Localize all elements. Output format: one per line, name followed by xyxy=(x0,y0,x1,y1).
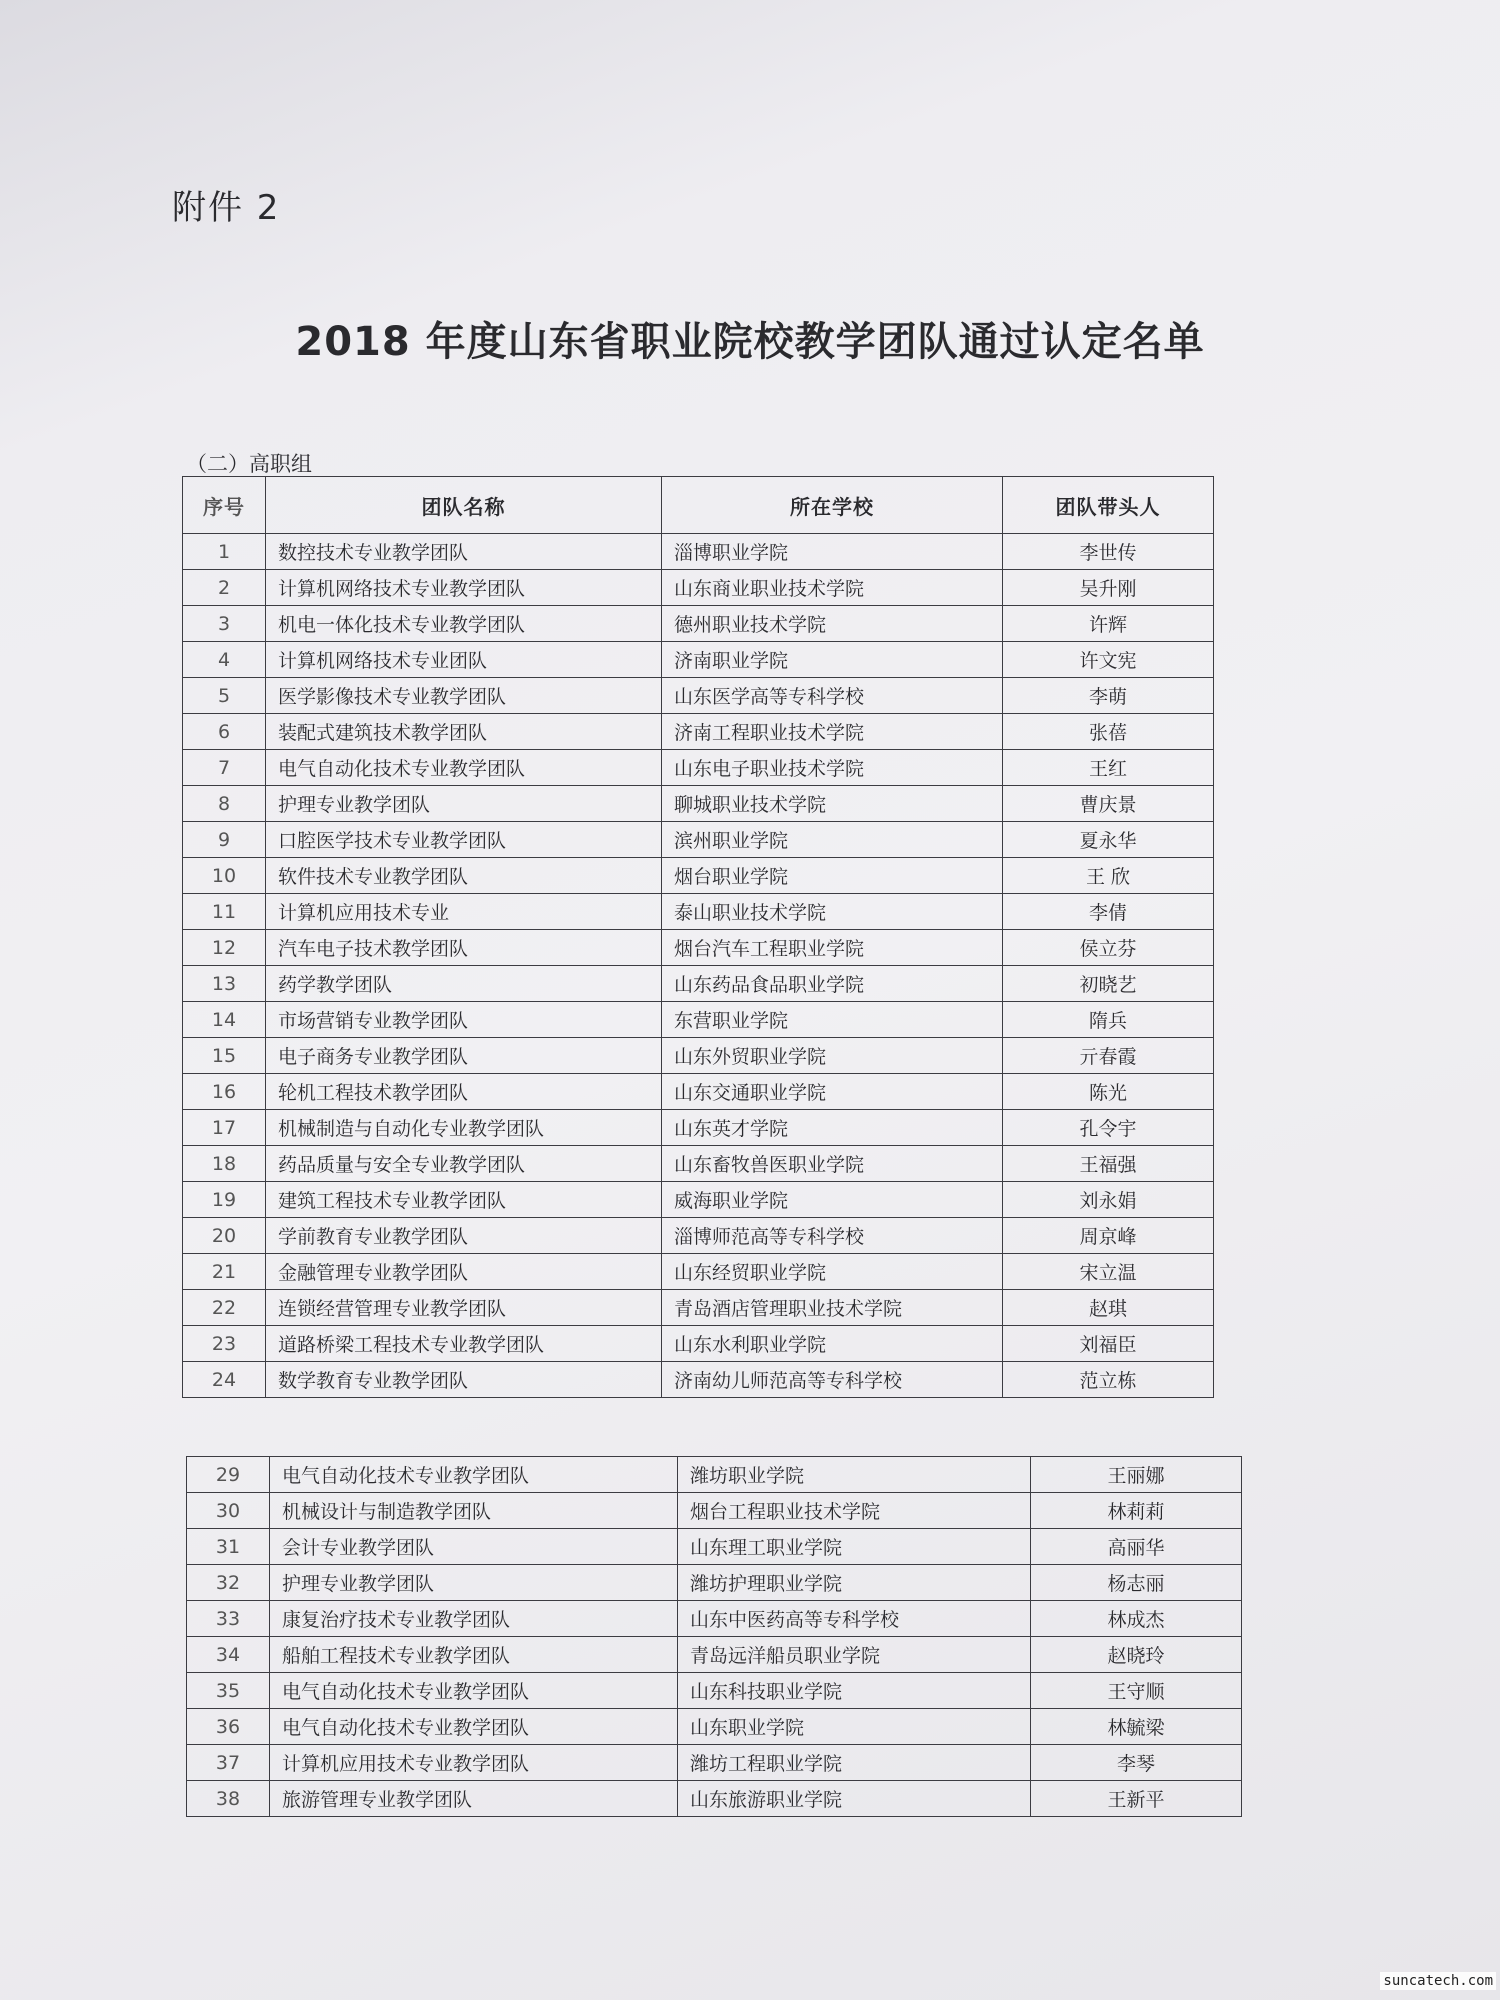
row-no: 20 xyxy=(183,1218,266,1254)
row-team: 药品质量与安全专业教学团队 xyxy=(266,1146,662,1182)
attachment-label: 附件 2 xyxy=(172,188,281,228)
table-row xyxy=(183,966,1214,1002)
team-table-part1 xyxy=(182,476,1214,1398)
row-leader: 许文宪 xyxy=(1003,642,1214,678)
row-school: 山东理工职业学院 xyxy=(678,1529,1031,1565)
row-no: 34 xyxy=(187,1637,270,1673)
row-team: 会计专业教学团队 xyxy=(270,1529,678,1565)
row-team: 康复治疗技术专业教学团队 xyxy=(270,1601,678,1637)
table-row xyxy=(183,1110,1214,1146)
row-school: 泰山职业技术学院 xyxy=(662,894,1003,930)
table-row xyxy=(183,1182,1214,1218)
row-school: 山东商业职业技术学院 xyxy=(662,570,1003,606)
table-row xyxy=(183,714,1214,750)
row-team: 药学教学团队 xyxy=(266,966,662,1002)
row-leader: 王新平 xyxy=(1031,1781,1242,1817)
header-team: 团队名称 xyxy=(266,477,662,534)
row-team: 连锁经营管理专业教学团队 xyxy=(266,1290,662,1326)
row-no: 29 xyxy=(187,1457,270,1493)
table-row xyxy=(187,1601,1242,1637)
document-title: 2018 年度山东省职业院校教学团队通过认定名单 xyxy=(295,319,1205,365)
row-no: 23 xyxy=(183,1326,266,1362)
row-school: 山东职业学院 xyxy=(678,1709,1031,1745)
row-no: 37 xyxy=(187,1745,270,1781)
table-row xyxy=(187,1781,1242,1817)
row-no: 36 xyxy=(187,1709,270,1745)
row-leader: 初晓艺 xyxy=(1003,966,1214,1002)
row-school: 山东旅游职业学院 xyxy=(678,1781,1031,1817)
row-leader: 杨志丽 xyxy=(1031,1565,1242,1601)
row-no: 33 xyxy=(187,1601,270,1637)
row-no: 32 xyxy=(187,1565,270,1601)
row-team: 机械制造与自动化专业教学团队 xyxy=(266,1110,662,1146)
row-school: 济南幼儿师范高等专科学校 xyxy=(662,1362,1003,1398)
row-team: 电气自动化技术专业教学团队 xyxy=(270,1673,678,1709)
row-leader: 隋兵 xyxy=(1003,1002,1214,1038)
row-no: 17 xyxy=(183,1110,266,1146)
table-header-row xyxy=(183,477,1214,534)
row-no: 3 xyxy=(183,606,266,642)
table-row xyxy=(183,1254,1214,1290)
header-school: 所在学校 xyxy=(662,477,1003,534)
table-row xyxy=(183,1326,1214,1362)
table-row xyxy=(187,1673,1242,1709)
table-row xyxy=(183,1038,1214,1074)
row-school: 山东电子职业技术学院 xyxy=(662,750,1003,786)
table-row xyxy=(183,642,1214,678)
row-team: 电气自动化技术专业教学团队 xyxy=(270,1457,678,1493)
row-no: 19 xyxy=(183,1182,266,1218)
row-no: 38 xyxy=(187,1781,270,1817)
row-team: 道路桥梁工程技术专业教学团队 xyxy=(266,1326,662,1362)
row-leader: 王 欣 xyxy=(1003,858,1214,894)
row-leader: 林莉莉 xyxy=(1031,1493,1242,1529)
row-leader: 刘福臣 xyxy=(1003,1326,1214,1362)
row-team: 口腔医学技术专业教学团队 xyxy=(266,822,662,858)
row-no: 13 xyxy=(183,966,266,1002)
row-leader: 张蓓 xyxy=(1003,714,1214,750)
row-no: 14 xyxy=(183,1002,266,1038)
row-no: 9 xyxy=(183,822,266,858)
row-school: 山东交通职业学院 xyxy=(662,1074,1003,1110)
table-row xyxy=(183,858,1214,894)
row-team: 数学教育专业教学团队 xyxy=(266,1362,662,1398)
row-school: 济南工程职业技术学院 xyxy=(662,714,1003,750)
row-leader: 赵晓玲 xyxy=(1031,1637,1242,1673)
table-row xyxy=(187,1565,1242,1601)
row-team: 装配式建筑技术教学团队 xyxy=(266,714,662,750)
row-school: 东营职业学院 xyxy=(662,1002,1003,1038)
row-no: 18 xyxy=(183,1146,266,1182)
table-row xyxy=(187,1709,1242,1745)
table-row xyxy=(187,1529,1242,1565)
table-row xyxy=(187,1457,1242,1493)
row-team: 数控技术专业教学团队 xyxy=(266,534,662,570)
row-leader: 李萌 xyxy=(1003,678,1214,714)
row-no: 24 xyxy=(183,1362,266,1398)
row-no: 15 xyxy=(183,1038,266,1074)
row-leader: 亓春霞 xyxy=(1003,1038,1214,1074)
row-no: 1 xyxy=(183,534,266,570)
row-team: 电气自动化技术专业教学团队 xyxy=(266,750,662,786)
row-no: 22 xyxy=(183,1290,266,1326)
row-no: 16 xyxy=(183,1074,266,1110)
row-no: 5 xyxy=(183,678,266,714)
table-row xyxy=(183,930,1214,966)
row-leader: 王丽娜 xyxy=(1031,1457,1242,1493)
row-school: 潍坊职业学院 xyxy=(678,1457,1031,1493)
row-school: 潍坊护理职业学院 xyxy=(678,1565,1031,1601)
row-school: 山东经贸职业学院 xyxy=(662,1254,1003,1290)
row-leader: 高丽华 xyxy=(1031,1529,1242,1565)
group-label: （二）高职组 xyxy=(186,452,312,476)
row-no: 12 xyxy=(183,930,266,966)
row-school: 山东科技职业学院 xyxy=(678,1673,1031,1709)
row-team: 护理专业教学团队 xyxy=(270,1565,678,1601)
row-leader: 范立栋 xyxy=(1003,1362,1214,1398)
row-leader: 林成杰 xyxy=(1031,1601,1242,1637)
row-no: 30 xyxy=(187,1493,270,1529)
row-leader: 赵琪 xyxy=(1003,1290,1214,1326)
row-school: 淄博职业学院 xyxy=(662,534,1003,570)
row-team: 船舶工程技术专业教学团队 xyxy=(270,1637,678,1673)
row-no: 7 xyxy=(183,750,266,786)
row-team: 医学影像技术专业教学团队 xyxy=(266,678,662,714)
row-team: 建筑工程技术专业教学团队 xyxy=(266,1182,662,1218)
table-row xyxy=(183,606,1214,642)
row-leader: 吴升刚 xyxy=(1003,570,1214,606)
table-row xyxy=(183,1218,1214,1254)
table-row xyxy=(183,750,1214,786)
row-leader: 王红 xyxy=(1003,750,1214,786)
row-leader: 李琴 xyxy=(1031,1745,1242,1781)
row-leader: 夏永华 xyxy=(1003,822,1214,858)
row-leader: 李倩 xyxy=(1003,894,1214,930)
row-school: 德州职业技术学院 xyxy=(662,606,1003,642)
row-no: 35 xyxy=(187,1673,270,1709)
row-no: 4 xyxy=(183,642,266,678)
row-no: 21 xyxy=(183,1254,266,1290)
team-table-part2 xyxy=(186,1456,1242,1817)
row-team: 软件技术专业教学团队 xyxy=(266,858,662,894)
table-row xyxy=(183,1074,1214,1110)
row-no: 6 xyxy=(183,714,266,750)
header-no: 序号 xyxy=(183,477,266,534)
table-row xyxy=(187,1745,1242,1781)
row-school: 济南职业学院 xyxy=(662,642,1003,678)
row-school: 青岛远洋船员职业学院 xyxy=(678,1637,1031,1673)
row-school: 烟台工程职业技术学院 xyxy=(678,1493,1031,1529)
row-leader: 周京峰 xyxy=(1003,1218,1214,1254)
table-row xyxy=(183,1146,1214,1182)
row-no: 2 xyxy=(183,570,266,606)
row-no: 8 xyxy=(183,786,266,822)
table-row xyxy=(187,1493,1242,1529)
row-no: 11 xyxy=(183,894,266,930)
row-leader: 宋立温 xyxy=(1003,1254,1214,1290)
table-row xyxy=(183,570,1214,606)
row-school: 山东英才学院 xyxy=(662,1110,1003,1146)
table-row xyxy=(187,1637,1242,1673)
row-team: 计算机应用技术专业教学团队 xyxy=(270,1745,678,1781)
table-row xyxy=(183,1002,1214,1038)
row-school: 山东药品食品职业学院 xyxy=(662,966,1003,1002)
row-team: 金融管理专业教学团队 xyxy=(266,1254,662,1290)
table-row xyxy=(183,678,1214,714)
row-team: 计算机网络技术专业教学团队 xyxy=(266,570,662,606)
row-team: 计算机网络技术专业团队 xyxy=(266,642,662,678)
row-school: 潍坊工程职业学院 xyxy=(678,1745,1031,1781)
row-school: 青岛酒店管理职业技术学院 xyxy=(662,1290,1003,1326)
row-team: 计算机应用技术专业 xyxy=(266,894,662,930)
table-row xyxy=(183,1362,1214,1398)
row-school: 山东畜牧兽医职业学院 xyxy=(662,1146,1003,1182)
table-row xyxy=(183,534,1214,570)
row-team: 电气自动化技术专业教学团队 xyxy=(270,1709,678,1745)
header-leader: 团队带头人 xyxy=(1003,477,1214,534)
table-row xyxy=(183,786,1214,822)
row-school: 滨州职业学院 xyxy=(662,822,1003,858)
row-team: 旅游管理专业教学团队 xyxy=(270,1781,678,1817)
row-leader: 侯立芬 xyxy=(1003,930,1214,966)
row-leader: 孔令宇 xyxy=(1003,1110,1214,1146)
row-team: 机械设计与制造教学团队 xyxy=(270,1493,678,1529)
row-school: 威海职业学院 xyxy=(662,1182,1003,1218)
row-school: 山东中医药高等专科学校 xyxy=(678,1601,1031,1637)
row-school: 山东外贸职业学院 xyxy=(662,1038,1003,1074)
row-leader: 王福强 xyxy=(1003,1146,1214,1182)
row-team: 电子商务专业教学团队 xyxy=(266,1038,662,1074)
row-leader: 陈光 xyxy=(1003,1074,1214,1110)
row-team: 学前教育专业教学团队 xyxy=(266,1218,662,1254)
table-row xyxy=(183,1290,1214,1326)
table-row xyxy=(183,894,1214,930)
row-leader: 林毓梁 xyxy=(1031,1709,1242,1745)
row-leader: 许辉 xyxy=(1003,606,1214,642)
table-row xyxy=(183,822,1214,858)
row-leader: 王守顺 xyxy=(1031,1673,1242,1709)
row-school: 淄博师范高等专科学校 xyxy=(662,1218,1003,1254)
row-team: 轮机工程技术教学团队 xyxy=(266,1074,662,1110)
row-school: 山东水利职业学院 xyxy=(662,1326,1003,1362)
row-school: 烟台汽车工程职业学院 xyxy=(662,930,1003,966)
watermark: suncatech.com xyxy=(1380,1972,1496,1990)
row-no: 10 xyxy=(183,858,266,894)
row-no: 31 xyxy=(187,1529,270,1565)
row-school: 烟台职业学院 xyxy=(662,858,1003,894)
row-team: 护理专业教学团队 xyxy=(266,786,662,822)
row-school: 山东医学高等专科学校 xyxy=(662,678,1003,714)
row-team: 机电一体化技术专业教学团队 xyxy=(266,606,662,642)
row-team: 汽车电子技术教学团队 xyxy=(266,930,662,966)
row-leader: 曹庆景 xyxy=(1003,786,1214,822)
row-team: 市场营销专业教学团队 xyxy=(266,1002,662,1038)
row-school: 聊城职业技术学院 xyxy=(662,786,1003,822)
row-leader: 刘永娟 xyxy=(1003,1182,1214,1218)
row-leader: 李世传 xyxy=(1003,534,1214,570)
